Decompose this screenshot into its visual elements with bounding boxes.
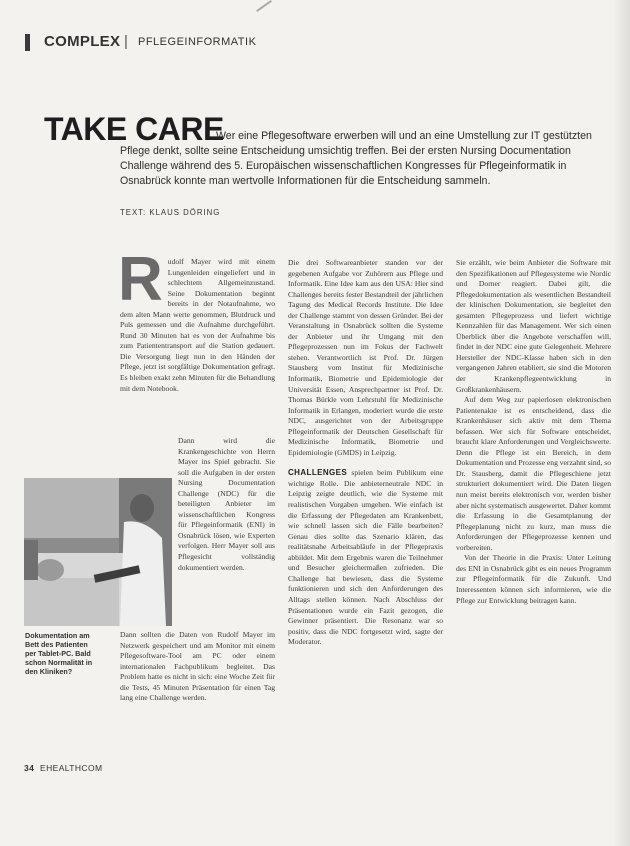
magazine-name: EHEALTHCOM bbox=[40, 763, 103, 773]
intro-text bbox=[120, 129, 606, 189]
paragraph bbox=[288, 468, 443, 647]
page-footer bbox=[24, 763, 102, 773]
paragraph bbox=[118, 245, 275, 394]
page-gutter-shadow bbox=[613, 0, 630, 846]
patient-bed-photo-icon bbox=[24, 478, 172, 626]
intro-first-line: Wer eine Pflegesoftware erwerben will und an eine Umstellung zur IT gestützten bbox=[216, 130, 592, 142]
article-column-1-top bbox=[118, 245, 275, 394]
article-column-3 bbox=[456, 258, 611, 606]
rubric-bar bbox=[25, 34, 30, 51]
paragraph: Dann sollten die Daten von Rudolf Mayer im Netzwerk gespeichert und am Monitor mit einem Pflegesoftware-Tool am PC oder einem internationalen Fachpublikum begleitet. Das Problem hatte es nicht in sich: eine Woche Zeit für die Tests, 45 Minuten Präsentation für einen Tag lang eine Challenge werden. bbox=[120, 630, 275, 703]
caption-text: Dokumentation am Bett des Patienten per Tablet-PC. Bald schon Normalität in den Kliniken? bbox=[25, 631, 93, 676]
headline: TAKE CARE bbox=[44, 111, 224, 147]
paragraph: Dann wird die Krankengeschichte von Herrn Mayer ins Spiel gebracht. Sie soll die Aufgaben in der ersten Nursing Documentation Challenge (NDC) für die beteiligten Anbieter im wissenschaftlichen Kongress für Pflegeinformatik (ENI) in Osnabrück lösen, wie Experten verfolgen. Herr Mayer soll aus Pflegesicht vollständig dokumentiert werden. bbox=[178, 436, 275, 572]
pen-mark bbox=[256, 0, 272, 12]
subsection-label: PFLEGEINFORMATIK bbox=[138, 36, 257, 48]
section-separator: | bbox=[124, 33, 128, 50]
subhead: CHALLENGES bbox=[288, 468, 348, 478]
photo-caption bbox=[25, 631, 97, 676]
paragraph-text: spielen beim Publikum eine wichtige Rolle. Die anbieterneutrale NDC in Leipzig zeigte deutlich, wie die Systeme mit realistischen Vorgaben umgehen. Wie einfach ist die Erfassung der Pflegedaten am Krankenbett, wie schnell lassen sich die Fälle bearbeiten? Genau dies sollte das Szenario klären, das realitätsnahe Arbeitsabläufe in der Pflegepraxis abbildet. Mit dem Ergebnis waren die Teilnehmer und Besucher gleichermaßen zufrieden. Die Challenge hat bewiesen, dass die Systeme funktionieren und sich den Anforderungen des Alltags stellen können. Nach Abschluss der Präsentationen wurde ein Fazit gezogen, die Gewinner präsentiert. Die Resonanz war so positiv, dass die NDC fortgesetzt wird, sagte der Moderator. bbox=[288, 468, 443, 647]
paragraph: Die drei Softwareanbieter standen vor der gegebenen Aufgabe vor Zuhörern aus Pflege und Informatik. Eine Idee kam aus den USA: Hier sind Challenges bereits fester Bestandteil der jährlichen Tagung des Medical Records Institute. Die Idee der Challenge stammt von dessen Gründer. Bei der Veranstaltung in Osnabrück sollten die Systeme der Anbieter und ihr Umgang mit den Pflegeprozessen nun im Fokus der Fachwelt stehen. Verantwortlich ist Prof. Dr. Jürgen Stausberg vom Institut für Medizinische Informatik, Biometrie und Epidemiologie der Universität Essen, Ansprechpartner ist Prof. Dr. Thomas Bürkle vom Lehrstuhl für Medizinische Informatik in Erlangen, moderiert wurde die erste NDC, ausgerichtet von der Arbeitsgruppe Pflegeinformatik der Deutschen Gesellschaft für Medizinische Informatik, Biometrie und Epidemiologie (GMDS) in Leipzig. bbox=[288, 258, 443, 457]
drop-cap: R bbox=[118, 245, 163, 314]
section-label: COMPLEX bbox=[44, 33, 121, 50]
article-column-1-middle bbox=[178, 436, 275, 573]
paragraph: Sie erzählt, wie beim Anbieter die Software mit den Spezifikationen auf Pflegesysteme wie Nordic und Dorner reagiert. Dabei gilt, die Pflegedokumentation als wesentlichen Bestandteil der klinischen Dokumentation, sie begleitet den gesamten Pflegeprozess und liefert wichtige Kennzahlen für das Management. Wer sich einen Überblick über die Angebote verschaffen will, findet in der NDC eine gute Gelegenheit. Mehrere Hersteller der NDC-Klasse haben sich in den vergangenen Jahren etabliert, sie sind die Motoren der Krankenpflegeentwicklung in Großkrankenhäusern. bbox=[456, 258, 611, 394]
intro-rest: Pflege denkt, sollte seine Entscheidung umsichtig treffen. Bei der ersten Nursing Documentation Challenge während des 5. Europäischen wissenschaftlichen Kongresses für Pflegeinformatik in Osnabrück konnte man wertvolle Informationen für die Entscheidung sammeln. bbox=[120, 145, 571, 187]
article-column-1-bottom bbox=[120, 630, 275, 704]
article-column-2 bbox=[288, 258, 443, 648]
paragraph: Auf dem Weg zur papierlosen elektronischen Patientenakte ist es entscheidend, dass die Krankenhäuser sich aktiv mit dem Thema befassen. Wer sich für Software entscheidet, braucht klare Anforderungen und Vergleichswerte. Denn die Pflege ist ein Bereich, in dem Dokumentation und Prozesse eng verzahnt sind, so Dr. Stausberg, damit die Pflegeschiene jetzt strukturiert dokumentiert wird. Die Daten liegen nun meist bereits elektronisch vor, werden bisher aber nicht systematisch ausgewertet. Daher kommt die Erfassung in die Gesamtplanung der Pflegeplanung nicht zu kurz, man muss die Anforderungen der Pflegeprozesse kennen und vorbereiten. bbox=[456, 395, 612, 552]
page-number: 34 bbox=[24, 763, 35, 773]
paragraph: Von der Theorie in die Praxis: Unter Leitung des ENI in Osnabrück gibt es ein neues Programm zur Pflegeinformatik für die Zukunft. Und Interessenten können sich informieren, wie die Pflege zur Entwicklung beitragen kann. bbox=[456, 553, 611, 605]
patient-photo bbox=[24, 478, 172, 626]
paragraph-text: udolf Mayer wird mit einem Lungenleiden eingeliefert und in schlechtem Allgemeinzustand. Seine Dokumentation beginnt bereits in der Notaufnahme, wo dem alten Mann werte genommen, Blutdruck und Puls gemessen und die Aufnahme durchgeführt. Rund 30 Minuten hat es von der Aufnahme bis zum Patiententransport auf die Station gedauert. Die Versorgung liegt nun in den Händen der Pflege, jetzt ist sorgfältige Dokumentation gefragt. Es bleiben exakt zehn Minuten für die Behandlung mit dem Notebook. bbox=[120, 257, 275, 393]
author-byline: TEXT: KLAUS DÖRING bbox=[120, 208, 221, 217]
